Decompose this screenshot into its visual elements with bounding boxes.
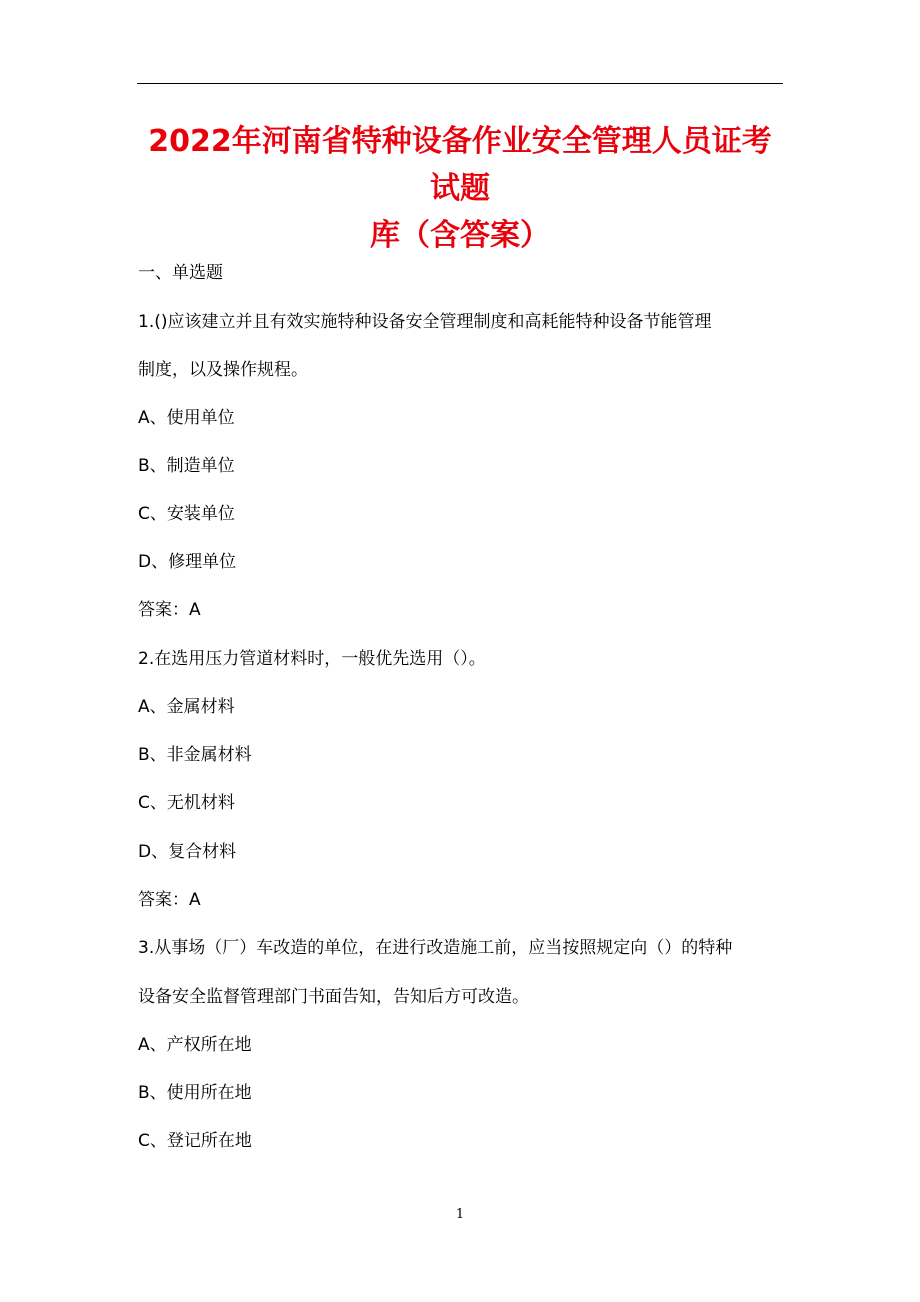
header-rule: [137, 83, 783, 84]
question-1-stem-line-1: 1.()应该建立并且有效实施特种设备安全管理制度和高耗能特种设备节能管理: [138, 312, 712, 332]
question-2-stem-line-1: 2.在选用压力管道材料时，一般优先选用（）。: [138, 649, 486, 669]
question-2-option-d: D、复合材料: [138, 842, 237, 862]
question-2-option-b: B、非金属材料: [138, 745, 252, 765]
question-1-stem-line-2: 制度，以及操作规程。: [138, 360, 308, 380]
question-3-option-b: B、使用所在地: [138, 1083, 252, 1103]
question-1-option-c: C、安装单位: [138, 504, 235, 524]
question-1-option-b: B、制造单位: [138, 456, 235, 476]
page-number: 1: [455, 1207, 465, 1222]
question-1-option-d: D、修理单位: [138, 552, 237, 572]
question-3-stem-line-2: 设备安全监督管理部门书面告知，告知后方可改造。: [138, 987, 529, 1007]
question-2-answer: 答案：A: [138, 890, 201, 910]
question-3-option-a: A、产权所在地: [138, 1035, 252, 1055]
title-line-1: 2022年河南省特种设备作业安全管理人员证考试题: [148, 124, 772, 206]
question-3-stem-line-1: 3.从事场（厂）车改造的单位，在进行改造施工前，应当按照规定向（）的特种: [138, 938, 733, 958]
question-1-option-a: A、使用单位: [138, 408, 235, 428]
question-2-option-a: A、金属材料: [138, 697, 235, 717]
question-2-option-c: C、无机材料: [138, 793, 235, 813]
section-heading: 一、单选题: [138, 263, 223, 283]
question-1-answer: 答案：A: [138, 600, 201, 620]
question-3-option-c: C、登记所在地: [138, 1131, 252, 1151]
document-title: [137, 118, 783, 259]
title-line-2: 库（含答案）: [370, 218, 550, 253]
